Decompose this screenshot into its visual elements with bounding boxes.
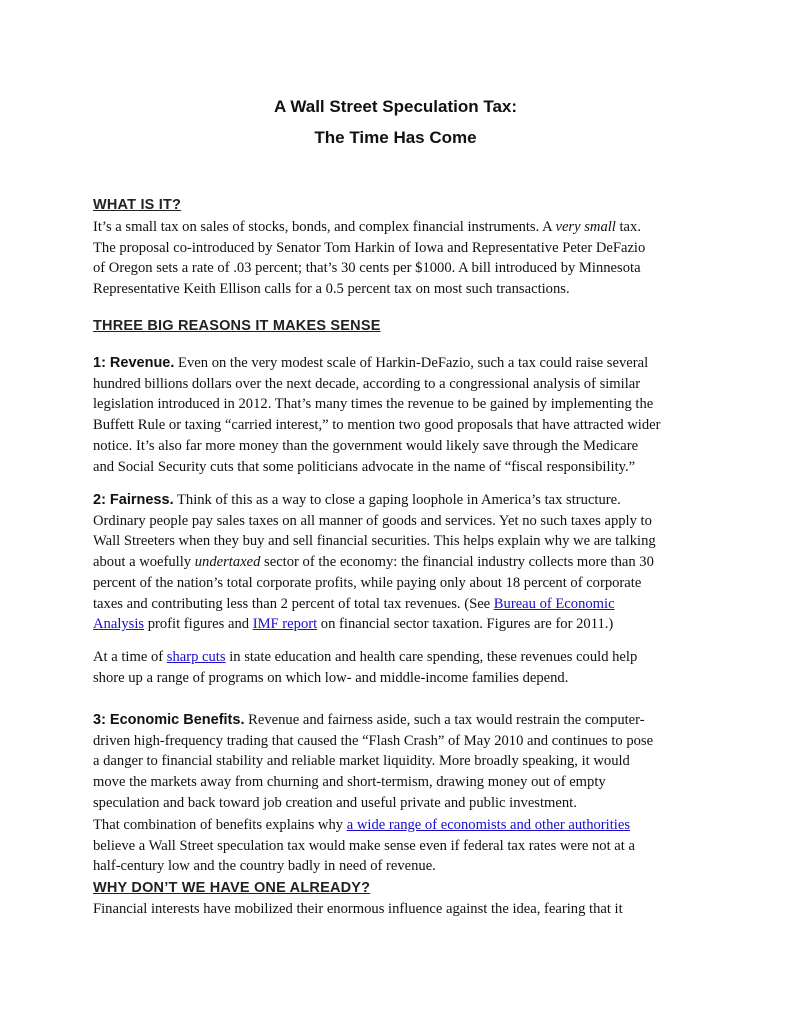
text-run: in state education and health care spending, these revenues could help (225, 649, 638, 665)
economic-benefits-paragraph (93, 710, 703, 814)
reason-label-fairness: 2: Fairness. (93, 492, 174, 508)
text-line (93, 710, 703, 731)
text-line: of Oregon sets a rate of .03 percent; that’s 30 cents per $1000. A bill introduced by Minnesota (93, 260, 641, 277)
document-title-line1: A Wall Street Speculation Tax: (273, 97, 518, 116)
link-imf-report[interactable]: IMF report (252, 616, 318, 633)
text-line: Ordinary people pay sales taxes on all manner of goods and services. Yet no such taxes apply to (93, 512, 652, 529)
text-line (93, 647, 703, 668)
text-line: speculation and back toward job creation and useful private and public investment. (93, 794, 577, 811)
text-line (93, 217, 703, 238)
text-line: The proposal co-introduced by Senator Tom Harkin of Iowa and Representative Peter DeFazio (93, 239, 646, 256)
text-line (93, 815, 703, 836)
text-run: sector of the economy: the financial industry collects more than 30 (260, 554, 654, 571)
text-line: legislation introduced in 2012. That’s many times the revenue to be gained by implementing the (93, 396, 654, 413)
text-line: shore up a range of programs on which low- and middle-income families depend. (93, 669, 569, 686)
section-heading-what-is-it: WHAT IS IT? (93, 197, 182, 213)
text-line: percent of the nation’s total corporate profits, while paying only about 18 percent of corporate (93, 574, 642, 591)
why-not-paragraph (93, 899, 703, 920)
text-line: Representative Keith Ellison calls for a 0.5 percent tax on most such transactions. (93, 281, 570, 298)
text-line: notice. It’s also far more money than the government would likely save through the Medicare (93, 437, 639, 454)
text-run: tax. (615, 219, 641, 235)
text-line: driven high-frequency trading that caused the “Flash Crash” of May 2010 and continues to pose (93, 732, 654, 749)
text-run: It’s a small tax on sales of stocks, bonds, and complex financial instruments. A (93, 219, 556, 235)
text-run: At a time of (93, 649, 167, 665)
link-sharp-cuts[interactable]: sharp cuts (166, 649, 226, 665)
document-title-line2: The Time Has Come (314, 128, 477, 147)
text-line: and Social Security cuts that some politicians advocate in the name of “fiscal responsibility.” (93, 458, 636, 475)
text-line: half-century low and the country badly in need of revenue. (93, 858, 436, 875)
link-economists-authorities[interactable]: a wide range of economists and other authorities (346, 817, 630, 833)
section-heading-three-reasons: THREE BIG REASONS IT MAKES SENSE (93, 318, 381, 334)
text-line (93, 552, 703, 573)
text-run: Think of this as a way to close a gaping loophole in America’s tax structure. (173, 492, 621, 508)
text-line: Buffett Rule or taxing “carried interest,” to mention two good proposals that have attracted wider (93, 417, 661, 434)
emphasis-text: undertaxed (194, 554, 261, 571)
revenue-paragraph (93, 353, 703, 477)
text-line (93, 614, 703, 635)
text-line (93, 594, 703, 615)
link-bureau-of-economic-analysis-cont[interactable]: Analysis (93, 616, 145, 633)
text-line (93, 353, 703, 374)
text-run: That combination of benefits explains why (93, 817, 347, 833)
text-line: Wall Streeters when they buy and sell financial securities. This helps explain why we are talking (93, 533, 656, 550)
reason-label-economic-benefits: 3: Economic Benefits. (93, 712, 245, 728)
text-line: hundred billions dollars over the next decade, according to a congressional analysis of similar (93, 375, 641, 392)
link-bureau-of-economic-analysis[interactable]: Bureau of Economic (493, 595, 615, 612)
section-heading-why-not: WHY DON’T WE HAVE ONE ALREADY? (93, 880, 371, 896)
text-run: profit figures and (144, 616, 253, 633)
text-run: about a woefully (93, 554, 195, 571)
what-is-it-paragraph (93, 217, 703, 300)
emphasis-text: very small (555, 219, 616, 235)
fairness-paragraph (93, 490, 703, 635)
text-line: a danger to financial stability and reliable market liquidity. More broadly speaking, it would (93, 753, 630, 770)
text-run: Even on the very modest scale of Harkin-DeFazio, such a tax could raise several (174, 355, 649, 371)
text-run: on financial sector taxation. Figures are for 2011.) (317, 616, 614, 633)
sharp-cuts-paragraph (93, 647, 703, 688)
text-run: Revenue and fairness aside, such a tax would restrain the computer- (244, 712, 645, 728)
combination-paragraph (93, 815, 703, 877)
text-run: taxes and contributing less than 2 percent of total tax revenues. (See (93, 595, 494, 612)
text-line: move the markets away from churning and short-termism, drawing money out of empty (93, 774, 606, 791)
text-line: Financial interests have mobilized their enormous influence against the idea, fearing that it (93, 901, 623, 917)
reason-label-revenue: 1: Revenue. (93, 355, 175, 371)
text-line: believe a Wall Street speculation tax would make sense even if federal tax rates were not at a (93, 837, 635, 854)
text-line (93, 490, 703, 511)
